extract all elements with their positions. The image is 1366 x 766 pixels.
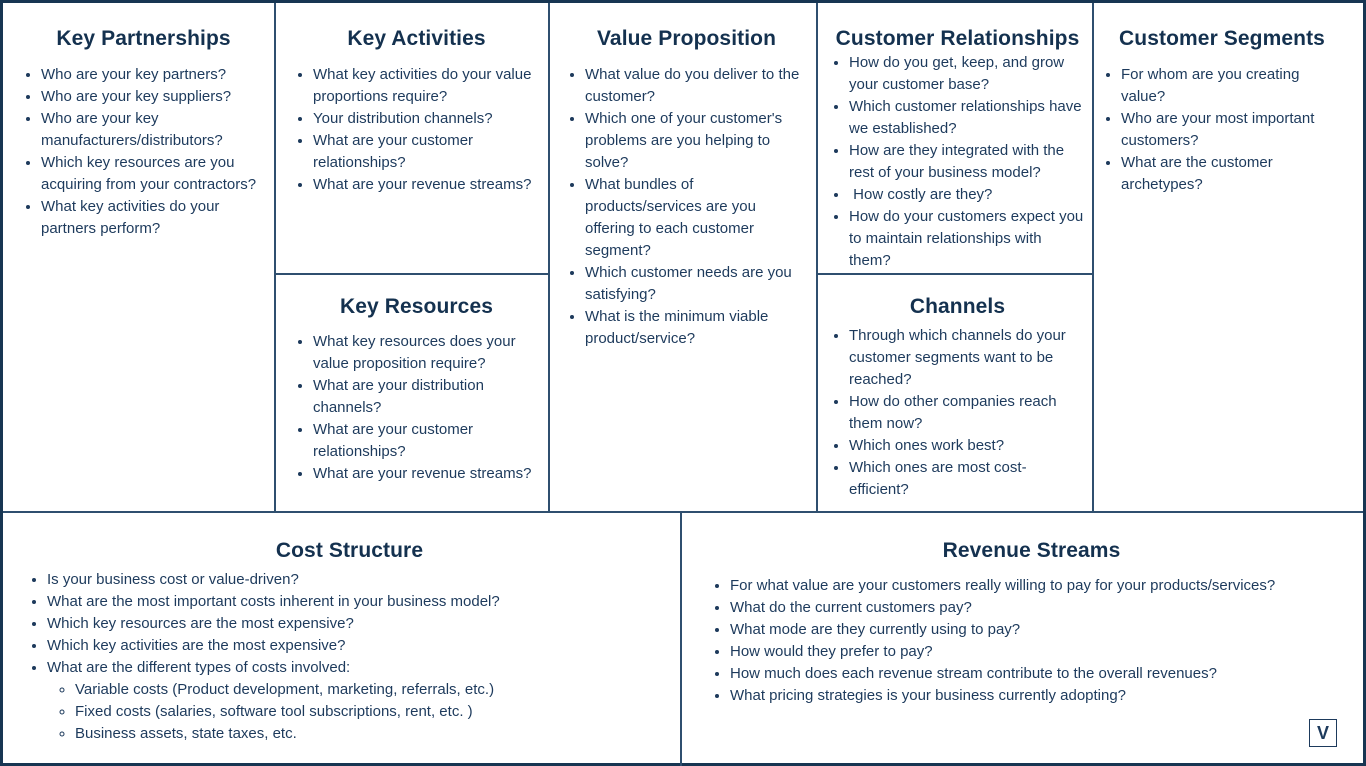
list-item: • What value do you deliver to the customer? <box>585 64 808 108</box>
section-title: Key Partnerships <box>56 27 231 50</box>
list-item: • What key activities do your partners perform? <box>41 196 266 240</box>
question-list <box>293 331 540 485</box>
list-item: • What key resources does your value proposition require? <box>313 331 540 375</box>
cost-types-list <box>47 679 672 745</box>
list-item: • How do your customers expect you to maintain relationships with them? <box>849 206 1086 272</box>
list-item: • Which key activities are the most expensive? <box>47 635 672 657</box>
revenue-streams-section <box>682 513 1363 763</box>
key-activities-section <box>275 3 548 273</box>
list-item: • What key activities do your value proportions require? <box>313 64 540 108</box>
question-list <box>1101 64 1343 196</box>
question-list <box>293 64 540 196</box>
list-item: • Who are your key partners? <box>41 64 266 86</box>
question-list <box>565 64 808 350</box>
question-list <box>829 52 1086 272</box>
list-item <box>47 657 672 745</box>
customer-relationships-section <box>817 3 1092 273</box>
list-item: • Which customer needs are you satisfying? <box>585 262 808 306</box>
list-item: • How do you get, keep, and grow your customer base? <box>849 52 1086 96</box>
section-title: Channels <box>909 295 1006 318</box>
key-resources-section <box>275 274 548 511</box>
list-item: • Which key resources are you acquiring from your contractors? <box>41 152 266 196</box>
list-item: • Is your business cost or value-driven? <box>47 569 672 591</box>
section-title: Customer Segments <box>1119 27 1325 50</box>
list-item: • What are the customer archetypes? <box>1121 152 1343 196</box>
list-item-text: What are the different types of costs involved: <box>47 659 351 676</box>
list-item: • How are they integrated with the rest of your business model? <box>849 140 1086 184</box>
list-item: • What mode are they currently using to pay? <box>730 619 1353 641</box>
list-item: • What are your customer relationships? <box>313 130 540 174</box>
question-list <box>710 575 1353 707</box>
list-item: • Which customer relationships have we established? <box>849 96 1086 140</box>
list-item: • What are your revenue streams? <box>313 463 540 485</box>
list-item: • Your distribution channels? <box>313 108 540 130</box>
section-title: Revenue Streams <box>942 539 1121 562</box>
section-title: Cost Structure <box>275 539 424 562</box>
list-item: • How costly are they? <box>849 184 1086 206</box>
list-item: • For whom are you creating value? <box>1121 64 1343 108</box>
section-title: Key Activities <box>347 27 486 50</box>
list-item: • What pricing strategies is your business currently adopting? <box>730 685 1353 707</box>
channels-section <box>817 274 1092 511</box>
question-list <box>829 325 1086 501</box>
list-item: • What are your customer relationships? <box>313 419 540 463</box>
list-item: • How would they prefer to pay? <box>730 641 1353 663</box>
list-item: • How do other companies reach them now? <box>849 391 1086 435</box>
sub-list-item: ◦ Business assets, state taxes, etc. <box>75 723 672 745</box>
list-item: • Which one of your customer's problems are you helping to solve? <box>585 108 808 174</box>
list-item: • What is the minimum viable product/service? <box>585 306 808 350</box>
list-item: • For what value are your customers really willing to pay for your products/services? <box>730 575 1353 597</box>
list-item: • Which key resources are the most expensive? <box>47 613 672 635</box>
list-item: • What do the current customers pay? <box>730 597 1353 619</box>
key-partnerships-section <box>3 3 274 511</box>
customer-segments-section <box>1093 3 1363 511</box>
value-proposition-section <box>549 3 816 511</box>
section-title: Value Proposition <box>596 27 777 50</box>
section-title: Customer Relationships <box>835 27 1080 50</box>
list-item: • Which ones work best? <box>849 435 1086 457</box>
sub-list-item: ◦ Variable costs (Product development, marketing, referrals, etc.) <box>75 679 672 701</box>
list-item: • Who are your key manufacturers/distributors? <box>41 108 266 152</box>
list-item: • Through which channels do your customer segments want to be reached? <box>849 325 1086 391</box>
cost-structure-section <box>3 513 680 763</box>
list-item: • Which ones are most cost-efficient? <box>849 457 1086 501</box>
section-title: Key Resources <box>339 295 494 318</box>
list-item: • What are your distribution channels? <box>313 375 540 419</box>
list-item: • How much does each revenue stream contribute to the overall revenues? <box>730 663 1353 685</box>
list-item: • What bundles of products/services are you offering to each customer segment? <box>585 174 808 262</box>
sub-list-item: ◦ Fixed costs (salaries, software tool subscriptions, rent, etc. ) <box>75 701 672 723</box>
question-list <box>21 64 266 240</box>
question-list <box>27 569 672 745</box>
brand-logo: V <box>1309 719 1337 747</box>
list-item: • Who are your most important customers? <box>1121 108 1343 152</box>
list-item: • Who are your key suppliers? <box>41 86 266 108</box>
list-item: • What are the most important costs inherent in your business model? <box>47 591 672 613</box>
list-item: • What are your revenue streams? <box>313 174 540 196</box>
